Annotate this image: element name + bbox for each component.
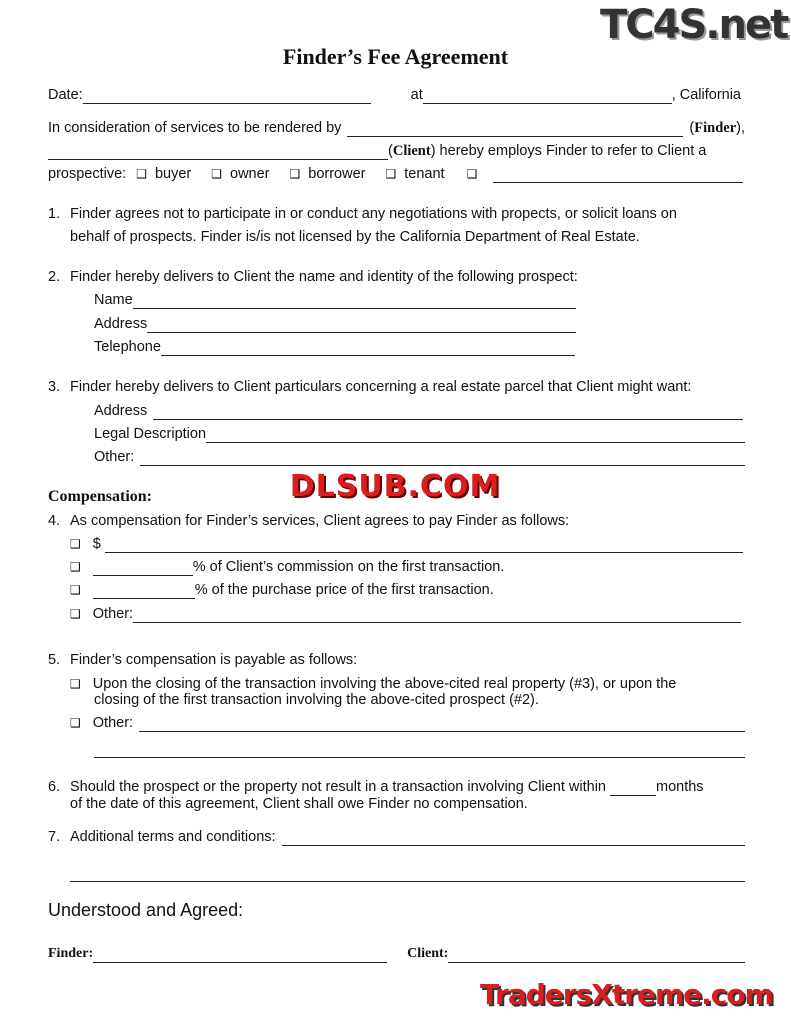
prospect-phone-field[interactable]	[161, 341, 575, 356]
section-4-text: As compensation for Finder’s services, Client agrees to pay Finder as follows:	[70, 513, 570, 529]
signature-row	[48, 945, 745, 963]
section-6-text: Should the prospect or the property not result in a transaction involving Client within	[70, 779, 606, 795]
commission-row	[70, 558, 504, 576]
section-number: 2.	[48, 269, 61, 285]
price-row	[70, 581, 494, 599]
client-row: ( Client ) hereby employs Finder to refer to Client a	[48, 142, 743, 160]
date-label: Date:	[48, 87, 83, 103]
finder-signature-label: Finder:	[48, 946, 94, 961]
option-owner: owner	[230, 166, 270, 182]
section-3-text: Finder hereby delivers to Client particulars concerning a real estate parcel that Client might want:	[70, 379, 692, 395]
option-borrower: borrower	[308, 166, 366, 182]
section-number: 3.	[48, 379, 61, 395]
section-6-line2	[70, 795, 528, 813]
closing-text: Upon the closing of the transaction involving the above-cited real property (#3), or upon the	[92, 676, 677, 692]
months-label: months	[656, 779, 704, 795]
prospect-phone-row	[94, 338, 575, 356]
commission-text: % of Client’s commission on the first transaction.	[192, 559, 505, 575]
california-label: , California	[671, 87, 741, 103]
additional-terms-row-2	[70, 864, 745, 882]
price-text: % of the purchase price of the first transaction.	[194, 582, 494, 598]
at-label: at	[410, 87, 423, 103]
finder-label: Finder	[694, 120, 737, 136]
prospect-name-field[interactable]	[133, 294, 576, 309]
section-1-text: Finder agrees not to participate in or conduct any negotiations with propects, or solicit loans on	[70, 206, 677, 222]
checkbox-owner[interactable]: ❑	[211, 167, 222, 181]
legal-label: Legal Description	[94, 426, 207, 442]
prospect-name-row	[94, 291, 576, 309]
compensation-heading: Compensation:	[48, 488, 153, 505]
payable-other-row	[70, 714, 745, 732]
section-number: 4.	[48, 513, 61, 529]
additional-terms-field-2[interactable]	[70, 867, 745, 882]
section-1	[48, 205, 677, 223]
checkbox-other[interactable]: ❑	[466, 167, 478, 181]
section-number: 7.	[48, 829, 61, 845]
price-percent-field[interactable]	[93, 584, 195, 599]
section-2	[48, 268, 578, 286]
name-label: Name	[94, 292, 133, 308]
section-4	[48, 512, 569, 530]
checkbox-buyer[interactable]: ❑	[136, 167, 147, 181]
finder-signature-field[interactable]	[93, 948, 387, 963]
section-6	[48, 778, 739, 796]
dollar-label: $	[92, 536, 101, 552]
consideration-text: In consideration of services to be rendered by	[48, 120, 342, 136]
date-row	[48, 86, 741, 104]
watermark-tc4s: TC4S.net	[600, 2, 788, 48]
checkbox-comp-other[interactable]: ❑	[70, 607, 81, 621]
employs-text: ) hereby employs Finder to refer to Client a	[430, 143, 707, 159]
prospect-address-row	[94, 315, 576, 333]
client-signature-field[interactable]	[448, 948, 745, 963]
prospective-label: prospective:	[48, 166, 127, 182]
watermark-dlsub: DLSUB.COM	[289, 469, 501, 504]
payable-closing-row-2	[94, 691, 539, 709]
section-5-text: Finder’s compensation is payable as follows:	[70, 652, 358, 668]
parcel-other-row	[94, 448, 745, 466]
consideration-row: In consideration of services to be rendered by ( Finder ),	[48, 120, 745, 136]
dollar-amount-field[interactable]	[105, 538, 743, 553]
payable-other-field-2[interactable]	[94, 743, 745, 758]
section-3	[48, 378, 691, 396]
parcel-address-field[interactable]	[153, 405, 743, 420]
address-label: Address	[94, 403, 148, 419]
date-field[interactable]	[83, 89, 371, 104]
client-name-field[interactable]	[48, 145, 388, 160]
other-prospect-field[interactable]	[493, 168, 743, 183]
document-title: Finder’s Fee Agreement	[282, 44, 509, 69]
other-label: Other:	[92, 606, 134, 622]
payable-other-row-2	[94, 740, 745, 758]
dollar-row	[70, 535, 743, 553]
location-field[interactable]	[423, 89, 672, 104]
section-1-text-2	[70, 228, 640, 246]
telephone-label: Telephone	[94, 339, 161, 355]
comp-other-field[interactable]	[133, 608, 741, 623]
checkbox-closing[interactable]: ❑	[70, 677, 81, 691]
section-number: 1.	[48, 206, 61, 222]
watermark-tradersxtreme: TradersXtreme.com	[480, 978, 773, 1011]
prospect-address-field[interactable]	[147, 318, 576, 333]
option-tenant: tenant	[404, 166, 445, 182]
months-field[interactable]	[610, 781, 656, 796]
other-label: Other:	[94, 449, 135, 465]
parcel-address-row	[94, 402, 743, 420]
section-7-text: Additional terms and conditions:	[70, 829, 276, 845]
payable-other-field[interactable]	[139, 717, 745, 732]
section-7	[48, 828, 745, 846]
checkbox-borrower[interactable]: ❑	[289, 167, 301, 181]
legal-description-field[interactable]	[206, 428, 745, 443]
other-label: Other:	[92, 715, 134, 731]
section-number: 5.	[48, 652, 61, 668]
additional-terms-field[interactable]	[282, 831, 745, 846]
finder-name-field[interactable]	[347, 122, 683, 137]
closing-text-2: closing of the first transaction involving the above-cited prospect (#2).	[94, 692, 539, 708]
option-buyer: buyer	[154, 166, 192, 182]
address-label: Address	[94, 316, 148, 332]
checkbox-price[interactable]: ❑	[70, 583, 81, 597]
checkbox-commission[interactable]: ❑	[70, 560, 81, 574]
client-signature-label: Client:	[407, 946, 449, 961]
checkbox-tenant[interactable]: ❑	[385, 167, 397, 181]
checkbox-dollar[interactable]: ❑	[70, 537, 81, 551]
comp-other-row	[70, 605, 741, 623]
legal-row	[94, 425, 745, 443]
section-6-text-2: of the date of this agreement, Client shall owe Finder no compensation.	[70, 796, 528, 812]
section-number: 6.	[48, 779, 61, 795]
checkbox-payable-other[interactable]: ❑	[70, 716, 81, 730]
section-2-text: Finder hereby delivers to Client the name and identity of the following prospect:	[70, 269, 578, 285]
section-1-line2: behalf of prospects. Finder is/is not licensed by the California Department of Real Estate.	[70, 229, 640, 245]
prospective-row	[48, 165, 743, 183]
client-label: Client	[392, 143, 431, 159]
commission-percent-field[interactable]	[93, 561, 193, 576]
section-5	[48, 651, 357, 669]
understood-agreed: Understood and Agreed:	[48, 900, 244, 920]
parcel-other-field[interactable]	[140, 451, 745, 466]
